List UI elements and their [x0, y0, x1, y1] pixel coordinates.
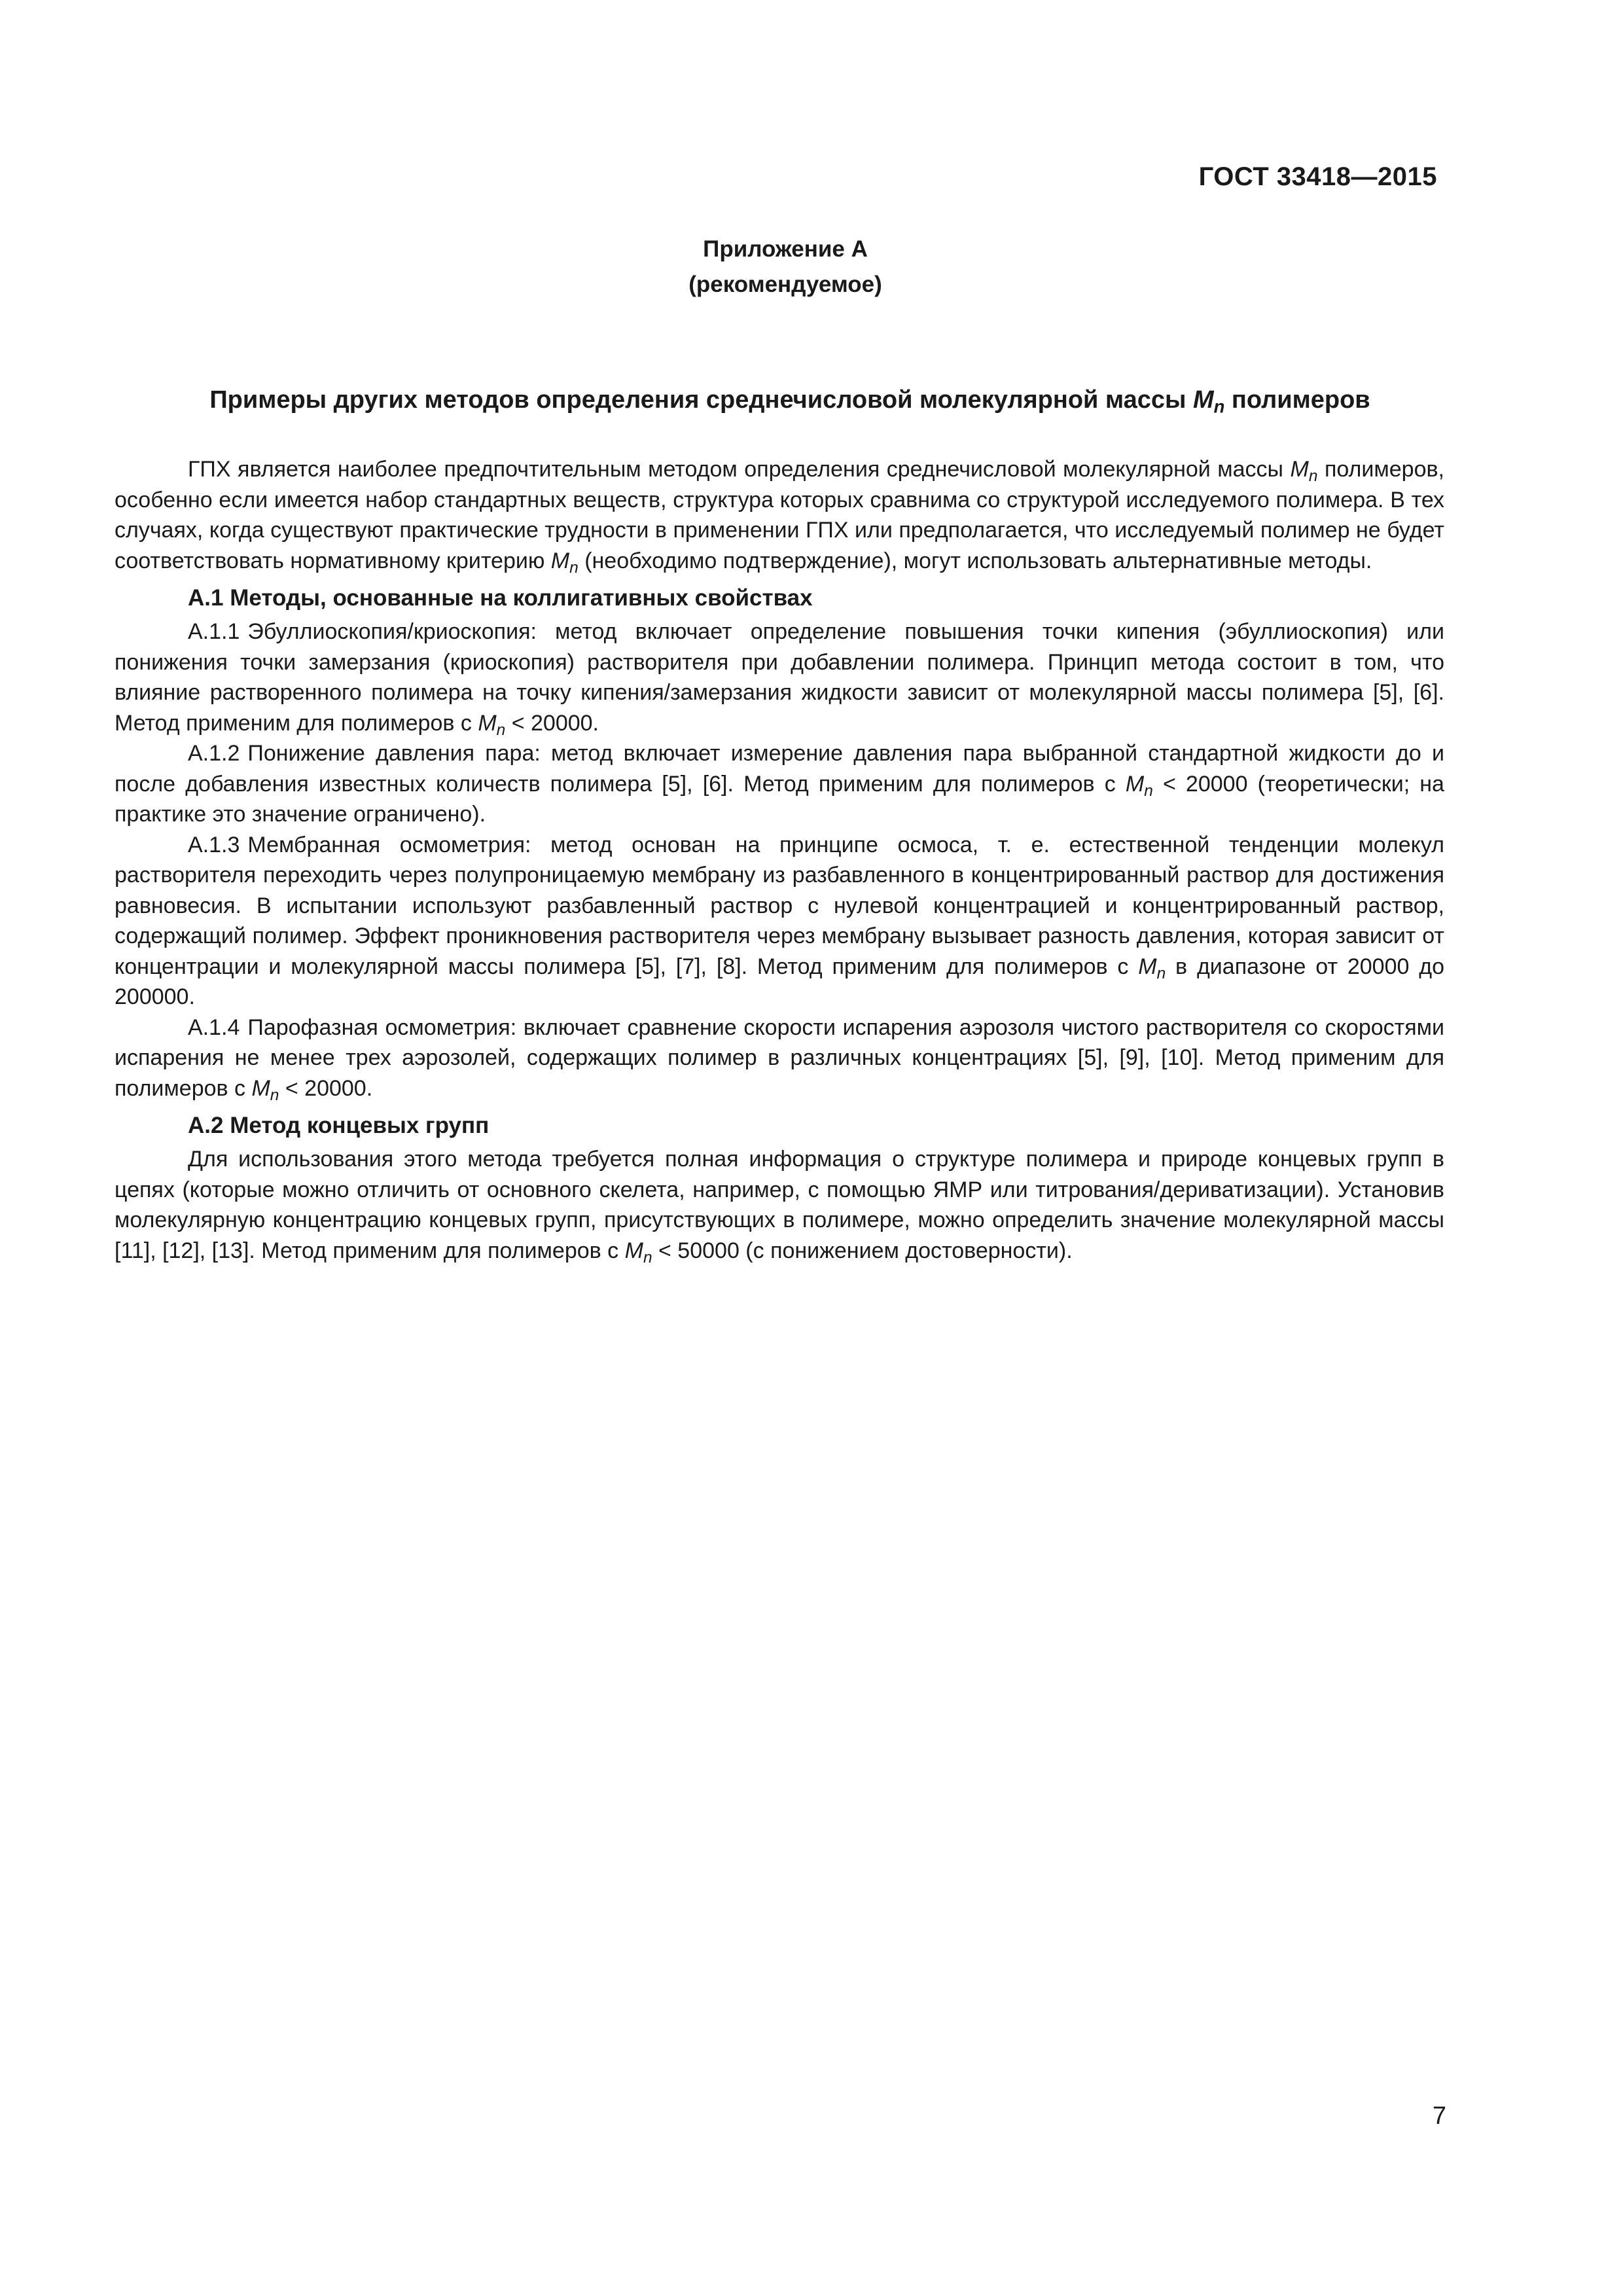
mn-symbol: $M_n$	[1125, 771, 1153, 800]
clause-number: А.1.4	[188, 1014, 240, 1040]
paragraph-a-1-2: А.1.2 Понижение давления пара: метод включает измерение давления пара выбранной стандартной жидкости до и после добавления известных количеств полимера [5], [6]. Метод применим для полимеров с $M_n < 20000$ (теоретически; на практике это значение ограничено).	[115, 741, 1444, 827]
paragraph-a-2: Для использования этого метода требуется полная информация о структуре полимера и природе концевых групп в цепях (которые можно отличить от основного скелета, например, с помощью ЯМР или титрования/дериватизации). Установив молекулярную концентрацию концевых групп, присутствующих в полимере, можно определить значение молекулярной массы [11], [12], [13]. Метод применим для полимеров с $M_n < 50000$ (с понижением достоверности).	[115, 1147, 1444, 1266]
mn-symbol: $M_n$	[1138, 954, 1166, 982]
document-body	[115, 454, 1444, 1266]
clause-number: А.1.1	[188, 619, 240, 644]
page-title-tail: полимеров	[1231, 386, 1370, 414]
annex-title: Приложение А	[703, 236, 868, 262]
paragraph-a-1-1: А.1.1 Эбуллиоскопия/криоскопия: метод включает определение повышения точки кипения (эбуллиоскопия) или понижения точки замерзания (криоскопия) растворителя при добавлении полимера. Принцип метода состоит в том, что влияние растворенного полимера на точку кипения/замерзания жидкости зависит от молекулярной массы полимера [5], [6]. Метод применим для полимеров с $M_n < 20000$.	[115, 619, 1444, 739]
mn-symbol: $M_n$	[624, 1238, 652, 1266]
intro-paragraph: ГПХ является наиболее предпочтительным методом определения среднечисловой молекулярной массы $M_n$ полимеров, особенно если имеется набор стандартных веществ, структура которых сравнима со структурой исследуемого полимера. В тех случаях, когда существуют практические трудности в применении ГПХ или предполагается, что исследуемый полимер не будет соответствовать нормативному критерию $M_n$ (необходимо подтверждение), могут использовать альтернативные методы.	[115, 457, 1444, 577]
section-heading-a2: А.2 Метод концевых групп	[188, 1113, 490, 1138]
clause-number: А.1.2	[188, 741, 240, 766]
section-heading-a1: А.1 Методы, основанные на коллигативных свойствах	[188, 585, 813, 611]
annex-heading	[0, 232, 1571, 302]
document-code: ГОСТ 33418—2015	[1198, 162, 1437, 191]
mn-symbol: $M_n$	[251, 1075, 279, 1104]
mn-symbol: $M_n$	[1290, 457, 1318, 485]
mn-symbol: $M_n$	[478, 710, 506, 739]
page-number: 7	[1432, 2102, 1446, 2130]
clause-number: А.1.3	[188, 832, 240, 857]
page-title-text: Примеры других методов определения среднечисловой молекулярной массы	[209, 386, 1186, 414]
annex-status: (рекомендуемое)	[688, 272, 882, 297]
page-title	[139, 386, 1441, 417]
mn-symbol: $M_n$	[550, 548, 579, 577]
mn-symbol: $M_n$	[1192, 386, 1225, 417]
paragraph-a-1-4: А.1.4 Парофазная осмометрия: включает сравнение скорости испарения аэрозоля чистого растворителя со скоростями испарения не менее трех аэрозолей, содержащих полимер в различных концентрациях [5], [9], [10]. Метод применим для полимеров с $M_n < 20000$.	[115, 1014, 1444, 1104]
paragraph-a-1-3: А.1.3 Мембранная осмометрия: метод основан на принципе осмоса, т. е. естественной тенденции молекул растворителя переходить через полупроницаемую мембрану из разбавленного в концентрированный раствор для достижения равновесия. В испытании используют разбавленный раствор с нулевой концентрацией и концентрированный раствор, содержащий полимер. Эффект проникновения растворителя через мембрану вызывает разность давления, которая зависит от концентрации и молекулярной массы полимера [5], [7], [8]. Метод применим для полимеров с $M_n$ в диапазоне от 20000 до 200000.	[115, 832, 1445, 1009]
